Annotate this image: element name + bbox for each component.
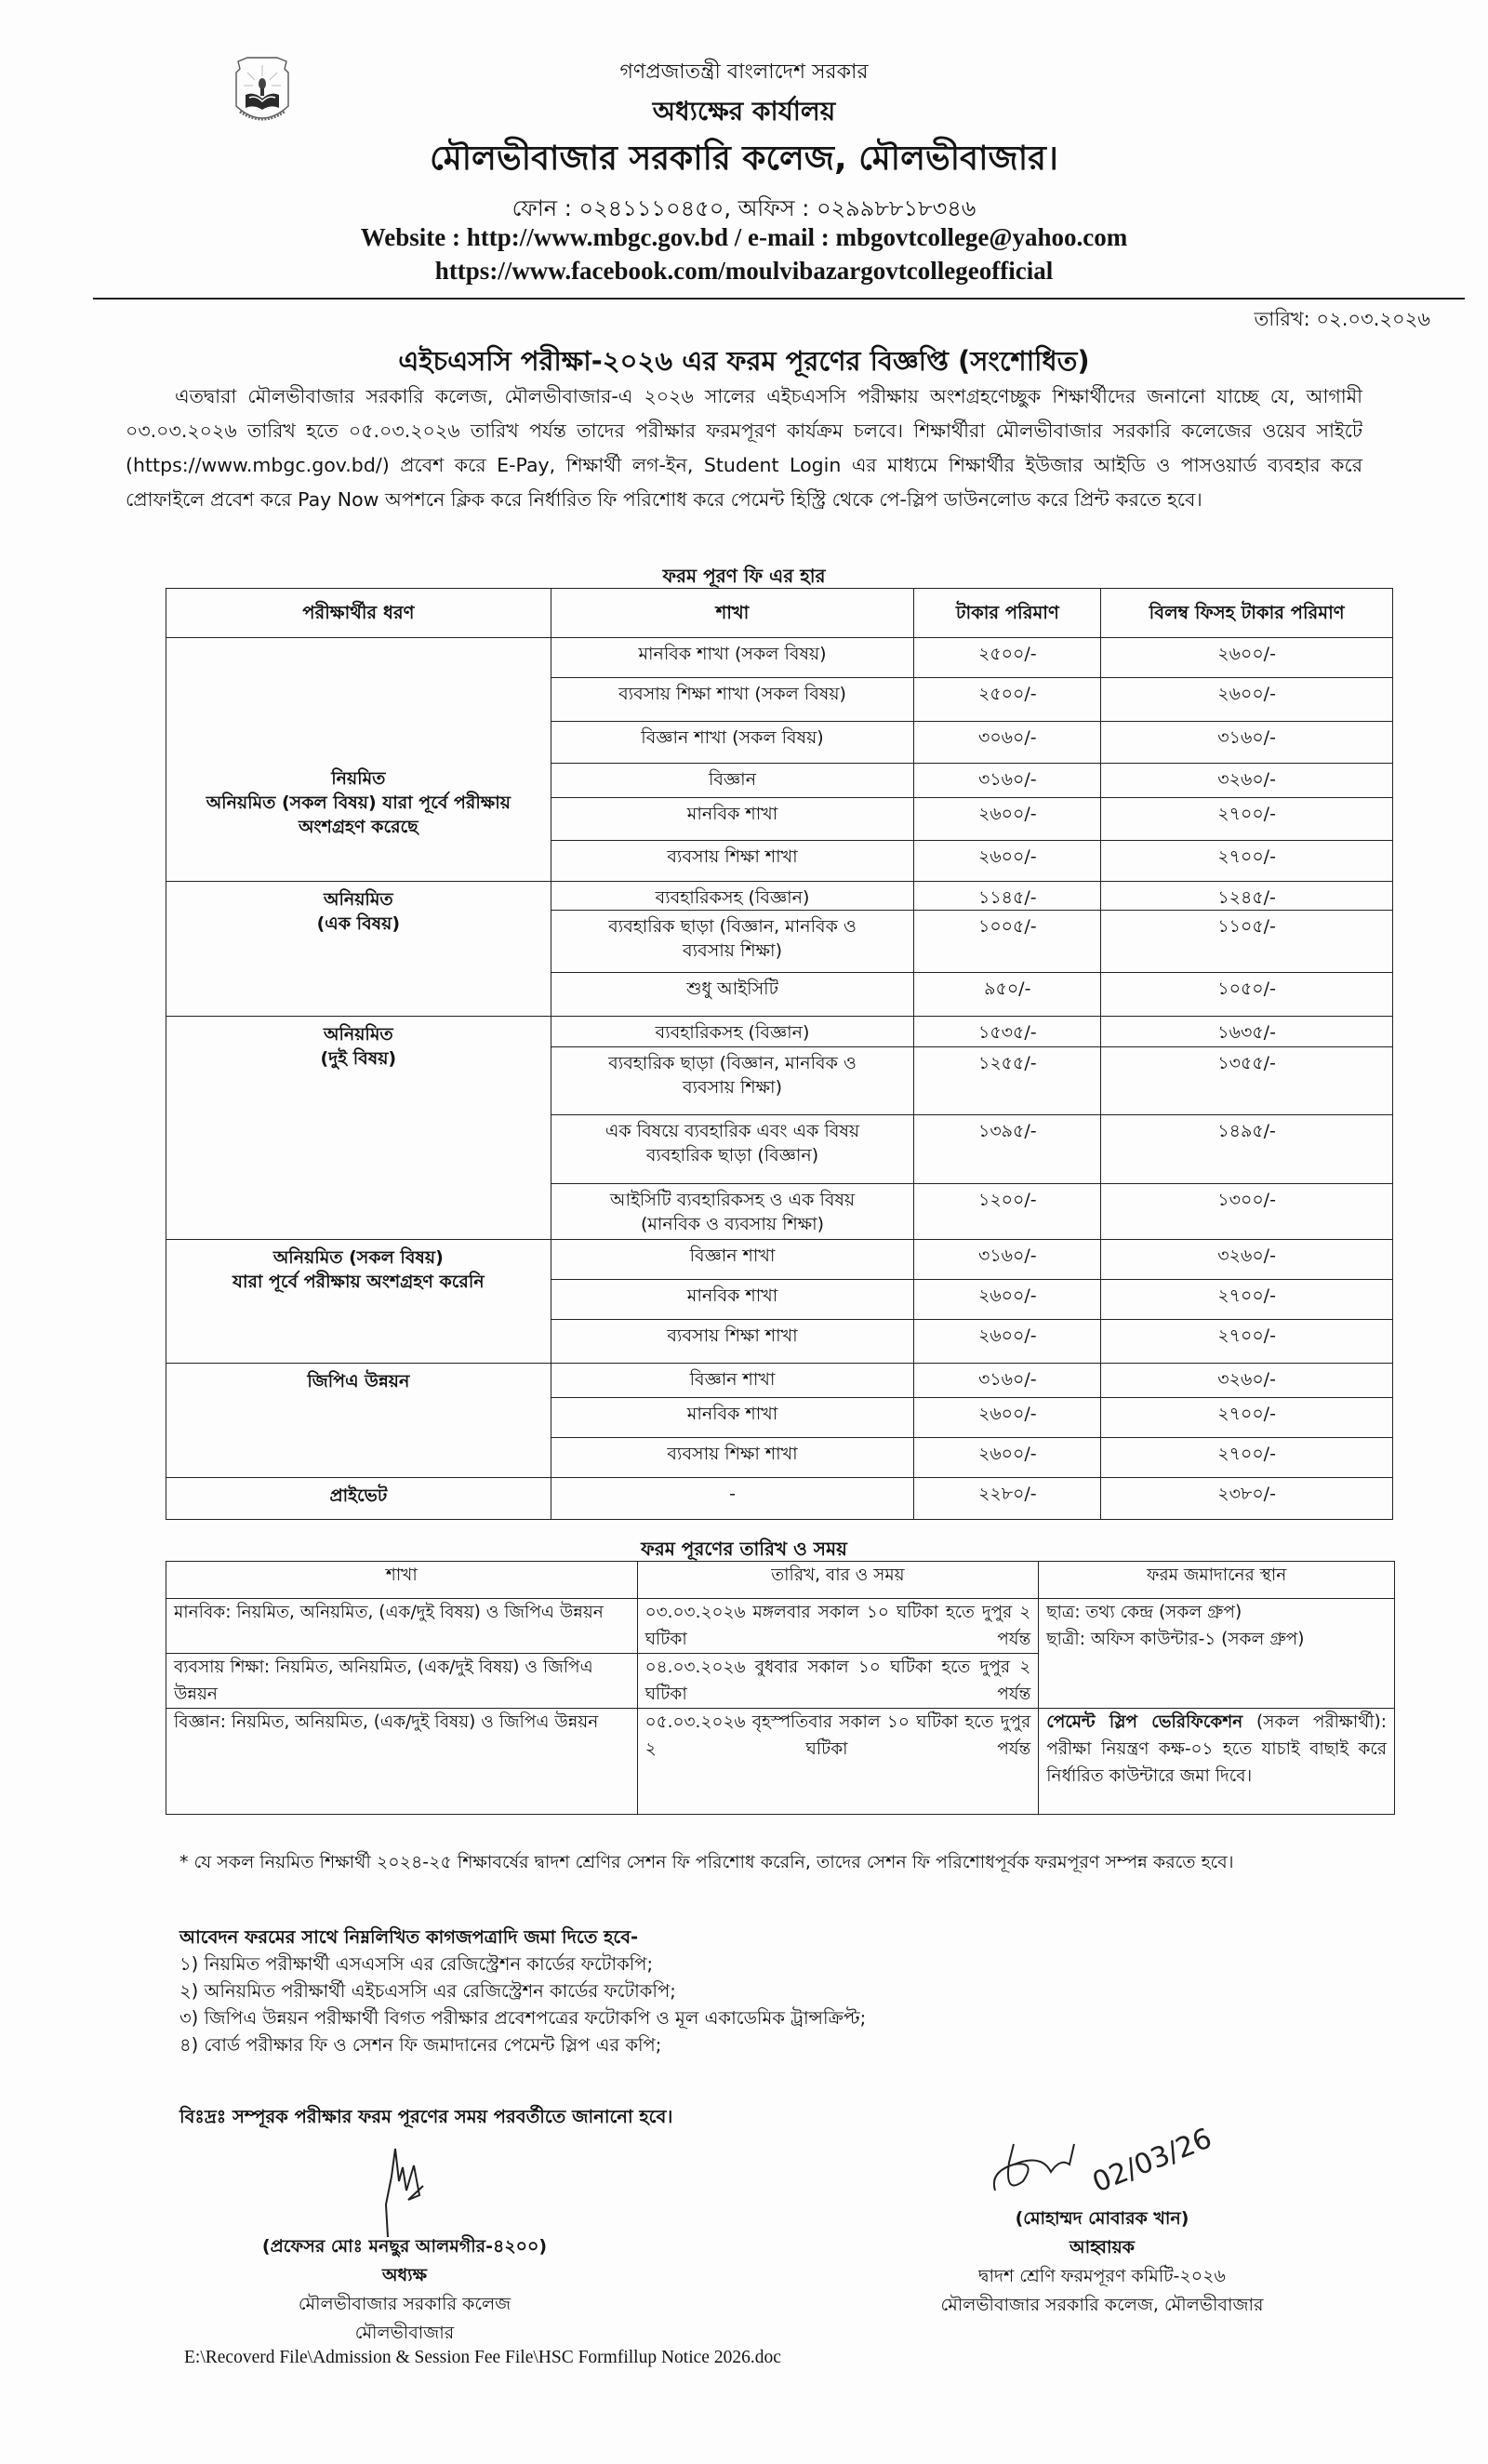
schedule-branch: ব্যবসায় শিক্ষা: নিয়মিত, অনিয়মিত, (এক/দুই বিষয়) ও জিপিএ উন্নয়ন [166,1654,638,1709]
branch-cell: বিজ্ঞান শাখা [551,1240,914,1280]
late-fee-amount: ২৭০০/- [1101,1438,1393,1478]
candidate-type-detail: (দুই বিষয়) [320,1048,397,1069]
supplementary-note: বিঃদ্রঃ সম্পূরক পরীক্ষার ফরম পূরণের সময় পরবর্তীতে জানানো হবে। [179,2106,673,2127]
fee-amount: ২৬০০/- [914,841,1101,882]
candidate-type: অনিয়মিত [323,889,393,910]
branch-cell: মানবিক শাখা (সকল বিষয়) [551,638,914,678]
late-fee-amount: ১০৫০/- [1101,973,1393,1017]
schedule-time: ০৪.০৩.২০২৬ বুধবার সকাল ১০ ঘটিকা হতে দুপুর ২ ঘটিকা পর্যন্ত [637,1654,1039,1709]
schedule-branch: বিজ্ঞান: নিয়মিত, অনিয়মিত, (এক/দুই বিষয়) ও জিপিএ উন্নয়ন [166,1709,638,1815]
signature-date-text: 02/03/26 [1087,2122,1216,2200]
fee-row [166,638,1393,678]
principal-signature [367,2139,432,2242]
principal-name: (প্রফেসর মোঃ মনছুর আলমগীর-৪২০০) [261,2236,548,2257]
late-fee-amount: ২৬০০/- [1101,638,1393,678]
file-path: E:\Recoverd File\Admission & Session Fee File\HSC Formfillup Notice 2026.doc [184,2348,781,2367]
fee-header-branch: শাখা [551,589,914,638]
header-divider [93,298,1465,300]
convener-committee: দ্বাদশ শ্রেণি ফরমপূরণ কমিটি-২০২৬ [978,2266,1226,2286]
fee-header-type: পরীক্ষার্থীর ধরণ [166,589,551,638]
branch-cell: বিজ্ঞান [551,764,914,798]
schedule-row [166,1709,1395,1815]
candidate-type: নিয়মিত [331,768,386,789]
schedule-table [166,1561,1395,1815]
fee-table-caption: ফরম পূরণ ফি এর হার [662,565,826,587]
notice-title: এইচএসসি পরীক্ষা-২০২৬ এর ফরম পূরণের বিজ্ঞপ্তি (সংশোধিত) [398,345,1090,377]
fee-amount: ১৫৩৫/- [914,1017,1101,1047]
fee-amount: ২৫০০/- [914,638,1101,678]
fee-amount: ২৬০০/- [914,1438,1101,1478]
fee-amount: ৩০৬০/- [914,722,1101,764]
branch-cell: শুধু আইসিটি [551,973,914,1017]
late-fee-amount: ২৭০০/- [1101,798,1393,841]
candidate-type-detail: যারা পূর্বে পরীক্ষায় অংশগ্রহণ করেনি [232,1272,485,1292]
candidate-type-detail: অনিয়মিত (সকল বিষয়) যারা পূর্বে পরীক্ষায় অংশগ্রহণ করেছে [206,792,511,837]
fee-amount: ৯৫০/- [914,973,1101,1017]
schedule-place-2 [1039,1709,1395,1815]
late-fee-amount: ২৭০০/- [1101,1280,1393,1320]
schedule-header-place: ফরম জমাদানের স্থান [1039,1562,1395,1599]
payment-slip-verification-label: পেমেন্ট স্লিপ ভেরিফিকেশন [1046,1712,1243,1732]
requirement-item: ২) অনিয়মিত পরীক্ষার্থী এইচএসসি এর রেজিস্ট্রেশন কার্ডের ফটোকপি; [179,1980,676,2002]
candidate-type: জিপিএ উন্নয়ন [307,1371,410,1392]
branch-cell: আইসিটি ব্যবহারিকসহ ও এক বিষয় (মানবিক ও ব্যবসায় শিক্ষা) [551,1184,914,1240]
website-email-line[interactable]: Website : http://www.mbgc.gov.bd / e-mail : mbgovtcollege@yahoo.com [360,223,1128,251]
schedule-time: ০৩.০৩.২০২৬ মঙ্গলবার সকাল ১০ ঘটিকা হতে দুপুর ২ ঘটিকা পর্যন্ত [637,1599,1039,1654]
government-name: গণপ্রজাতন্ত্রী বাংলাদেশ সরকার [619,60,869,84]
convener-name: (মোহাম্মদ মোবারক খান) [1015,2208,1189,2229]
fee-amount: ২২৮০/- [914,1478,1101,1520]
fee-amount: ১৩৯৫/- [914,1115,1101,1184]
principal-place: মৌলভীবাজার [354,2323,455,2343]
candidate-type-cell [166,1478,551,1520]
candidate-type-cell [166,638,551,882]
fee-amount: ২৬০০/- [914,1280,1101,1320]
convener-signature [986,2107,1228,2204]
candidate-type: অনিয়মিত [323,1024,393,1045]
late-fee-amount: ১৩০০/- [1101,1184,1393,1240]
branch-cell: মানবিক শাখা [551,1280,914,1320]
late-fee-amount: ২৩৮০/- [1101,1478,1393,1520]
fee-amount: ২৬০০/- [914,798,1101,841]
late-fee-amount: ৩১৬০/- [1101,722,1393,764]
fee-amount: ৩১৬০/- [914,1240,1101,1280]
branch-cell: মানবিক শাখা [551,1398,914,1438]
principal-block [200,2232,609,2348]
fee-amount: ২৬০০/- [914,1398,1101,1438]
fee-amount: ৩১৬০/- [914,1364,1101,1398]
branch-cell: ব্যবসায় শিক্ষা শাখা [551,1320,914,1364]
office-name: অধ্যক্ষের কার্যালয় [652,96,836,127]
fee-amount: ৩১৬০/- [914,764,1101,798]
late-fee-amount: ২৬০০/- [1101,678,1393,722]
branch-cell: ব্যবহারিক ছাড়া (বিজ্ঞান, মানবিক ও ব্যবসায় শিক্ষা) [551,1047,914,1115]
phone-line: ফোন : ০২৪১১১০৪৫০, অফিস : ০২৯৯৮৮১৮৩৪৬ [512,195,976,221]
branch-cell: ব্যবহারিকসহ (বিজ্ঞান) [551,1017,914,1047]
late-fee-amount: ১৪৯৫/- [1101,1115,1393,1184]
fee-amount: ১২০০/- [914,1184,1101,1240]
late-fee-amount: ২৭০০/- [1101,841,1393,882]
candidate-type-cell [166,1240,551,1364]
facebook-link[interactable]: https://www.facebook.com/moulvibazargovtcollegeofficial [434,257,1054,285]
branch-cell: বিজ্ঞান শাখা (সকল বিষয়) [551,722,914,764]
schedule-table-caption: ফরম পূরণের তারিখ ও সময় [641,1538,847,1560]
requirement-item: ৩) জিপিএ উন্নয়ন পরীক্ষার্থী বিগত পরীক্ষার প্রবেশপত্রের ফটোকপি ও মূল একাডেমিক ট্রান্সক্রিপ্ট; [179,2007,867,2029]
session-fee-note: * যে সকল নিয়মিত শিক্ষার্থী ২০২৪-২৫ শিক্ষাবর্ষের দ্বাদশ শ্রেণির সেশন ফি পরিশোধ করেনি, তাদের সেশন ফি পরিশোধপূর্বক ফরমপূরণ সম্পন্ন করতে হবে। [179,1852,1234,1872]
candidate-type-cell [166,1017,551,1240]
fee-row [166,1017,1393,1047]
late-fee-amount: ১২৪৫/- [1101,882,1393,911]
schedule-header-branch: শাখা [166,1562,638,1599]
fee-row [166,1478,1393,1520]
schedule-branch: মানবিক: নিয়মিত, অনিয়মিত, (এক/দুই বিষয়) ও জিপিএ উন্নয়ন [166,1599,638,1654]
late-fee-amount: ৩২৬০/- [1101,1364,1393,1398]
candidate-type-cell [166,882,551,1017]
branch-cell: ব্যবসায় শিক্ষা শাখা [551,1438,914,1478]
branch-cell: ব্যবসায় শিক্ষা শাখা (সকল বিষয়) [551,678,914,722]
convener-block [865,2204,1339,2320]
candidate-type-detail: (এক বিষয়) [316,913,401,934]
fee-row [166,1240,1393,1280]
fee-table [166,588,1393,1520]
college-name: মৌলভীবাজার সরকারি কলেজ, মৌলভীবাজার। [430,140,1058,178]
fee-row [166,882,1393,911]
branch-cell: ব্যবসায় শিক্ষা শাখা [551,841,914,882]
fee-amount: ১০০৫/- [914,911,1101,973]
branch-cell: এক বিষয়ে ব্যবহারিক এবং এক বিষয় ব্যবহারিক ছাড়া (বিজ্ঞান) [551,1115,914,1184]
schedule-place-1 [1039,1599,1395,1709]
fee-amount: ২৬০০/- [914,1320,1101,1364]
required-documents [179,1924,1388,2058]
notice-date: তারিখ: ০২.০৩.২০২৬ [1254,308,1430,330]
place-girls: ছাত্রী: অফিস কাউন্টার-১ (সকল গ্রুপ) [1046,1630,1305,1649]
convener-org: মৌলভীবাজার সরকারি কলেজ, মৌলভীবাজার [940,2295,1264,2315]
fee-header-late-amount: বিলম্ব ফিসহ টাকার পরিমাণ [1101,589,1393,638]
fee-amount: ২৫০০/- [914,678,1101,722]
intro-paragraph: এতদ্বারা মৌলভীবাজার সরকারি কলেজ, মৌলভীবাজার-এ ২০২৬ সালের এইচএসসি পরীক্ষায় অংশগ্রহণেচ্ছুক শিক্ষার্থীদের জনানো যাচ্ছে যে, আগামী ০৩.০৩.২০২৬ তারিখ হতে ০৫.০৩.২০২৬ তারিখ পর্যন্ত তাদের পরীক্ষার ফরমপূরণ কার্যক্রম চলবে। শিক্ষার্থীরা মৌলভীবাজার সরকারি কলেজের ওয়েব সাইটে (https://www.mbgc.gov.bd/) প্রবেশ করে E-Pay, শিক্ষার্থী লগ-ইন, Student Login এর মাধ্যমে শিক্ষার্থীর ইউজার আইডি ও পাসওয়ার্ড ব্যবহার করে প্রোফাইলে প্রবেশ করে Pay Now অপশনে ক্লিক করে নির্ধারিত ফি পরিশোধ করে পেমেন্ট হিস্ট্রি থেকে পে-স্লিপ ডাউনলোড করে প্রিন্ট করতে হবে। [126,385,1362,511]
late-fee-amount: ২৭০০/- [1101,1398,1393,1438]
late-fee-amount: ২৭০০/- [1101,1320,1393,1364]
candidate-type: প্রাইভেট [329,1485,388,1506]
candidate-type-cell [166,1364,551,1478]
late-fee-amount: ১৩৫৫/- [1101,1047,1393,1115]
fee-row [166,1364,1393,1398]
late-fee-amount: ৩২৬০/- [1101,764,1393,798]
late-fee-amount: ৩২৬০/- [1101,1240,1393,1280]
branch-cell: মানবিক শাখা [551,798,914,841]
branch-cell: বিজ্ঞান শাখা [551,1364,914,1398]
late-fee-amount: ১১০৫/- [1101,911,1393,973]
branch-cell: - [551,1478,914,1520]
required-documents-lead: আবেদন ফরমের সাথে নিম্নলিখিত কাগজপত্রাদি জমা দিতে হবে- [179,1926,639,1948]
fee-header-amount: টাকার পরিমাণ [914,589,1101,638]
schedule-row [166,1599,1395,1654]
schedule-header-time: তারিখ, বার ও সময় [637,1562,1039,1599]
place-boys: ছাত্র: তথ্য কেন্দ্র (সকল গ্রুপ) [1046,1603,1242,1622]
late-fee-amount: ১৬৩৫/- [1101,1017,1393,1047]
payment-slip-verification-text: (সকল পরীক্ষার্থী): পরীক্ষা নিয়ন্ত্রণ কক্ষ-০১ হতে যাচাই বাছাই করে নির্ধারিত কাউন্টারে জমা দিবে। [1046,1712,1387,1786]
candidate-type: অনিয়মিত (সকল বিষয়) [272,1247,444,1268]
schedule-time: ০৫.০৩.২০২৬ বৃহস্পতিবার সকাল ১০ ঘটিকা হতে দুপুর ২ ঘটিকা পর্যন্ত [637,1709,1039,1815]
requirement-item: ৪) বোর্ড পরীক্ষার ফি ও সেশন ফি জমাদানের পেমেন্ট স্লিপ এর কপি; [179,2034,662,2056]
principal-org: মৌলভীবাজার সরকারি কলেজ [298,2294,512,2314]
fee-amount: ১১৪৫/- [914,882,1101,911]
convener-designation: আহ্বায়ক [1070,2237,1135,2258]
principal-designation: অধ্যক্ষ [381,2265,427,2285]
branch-cell: ব্যবহারিকসহ (বিজ্ঞান) [551,882,914,911]
requirement-item: ১) নিয়মিত পরীক্ষার্থী এসএসসি এর রেজিস্ট্রেশন কার্ডের ফটোকপি; [179,1953,654,1975]
branch-cell: ব্যবহারিক ছাড়া (বিজ্ঞান, মানবিক ও ব্যবসায় শিক্ষা) [551,911,914,973]
fee-amount: ১২৫৫/- [914,1047,1101,1115]
